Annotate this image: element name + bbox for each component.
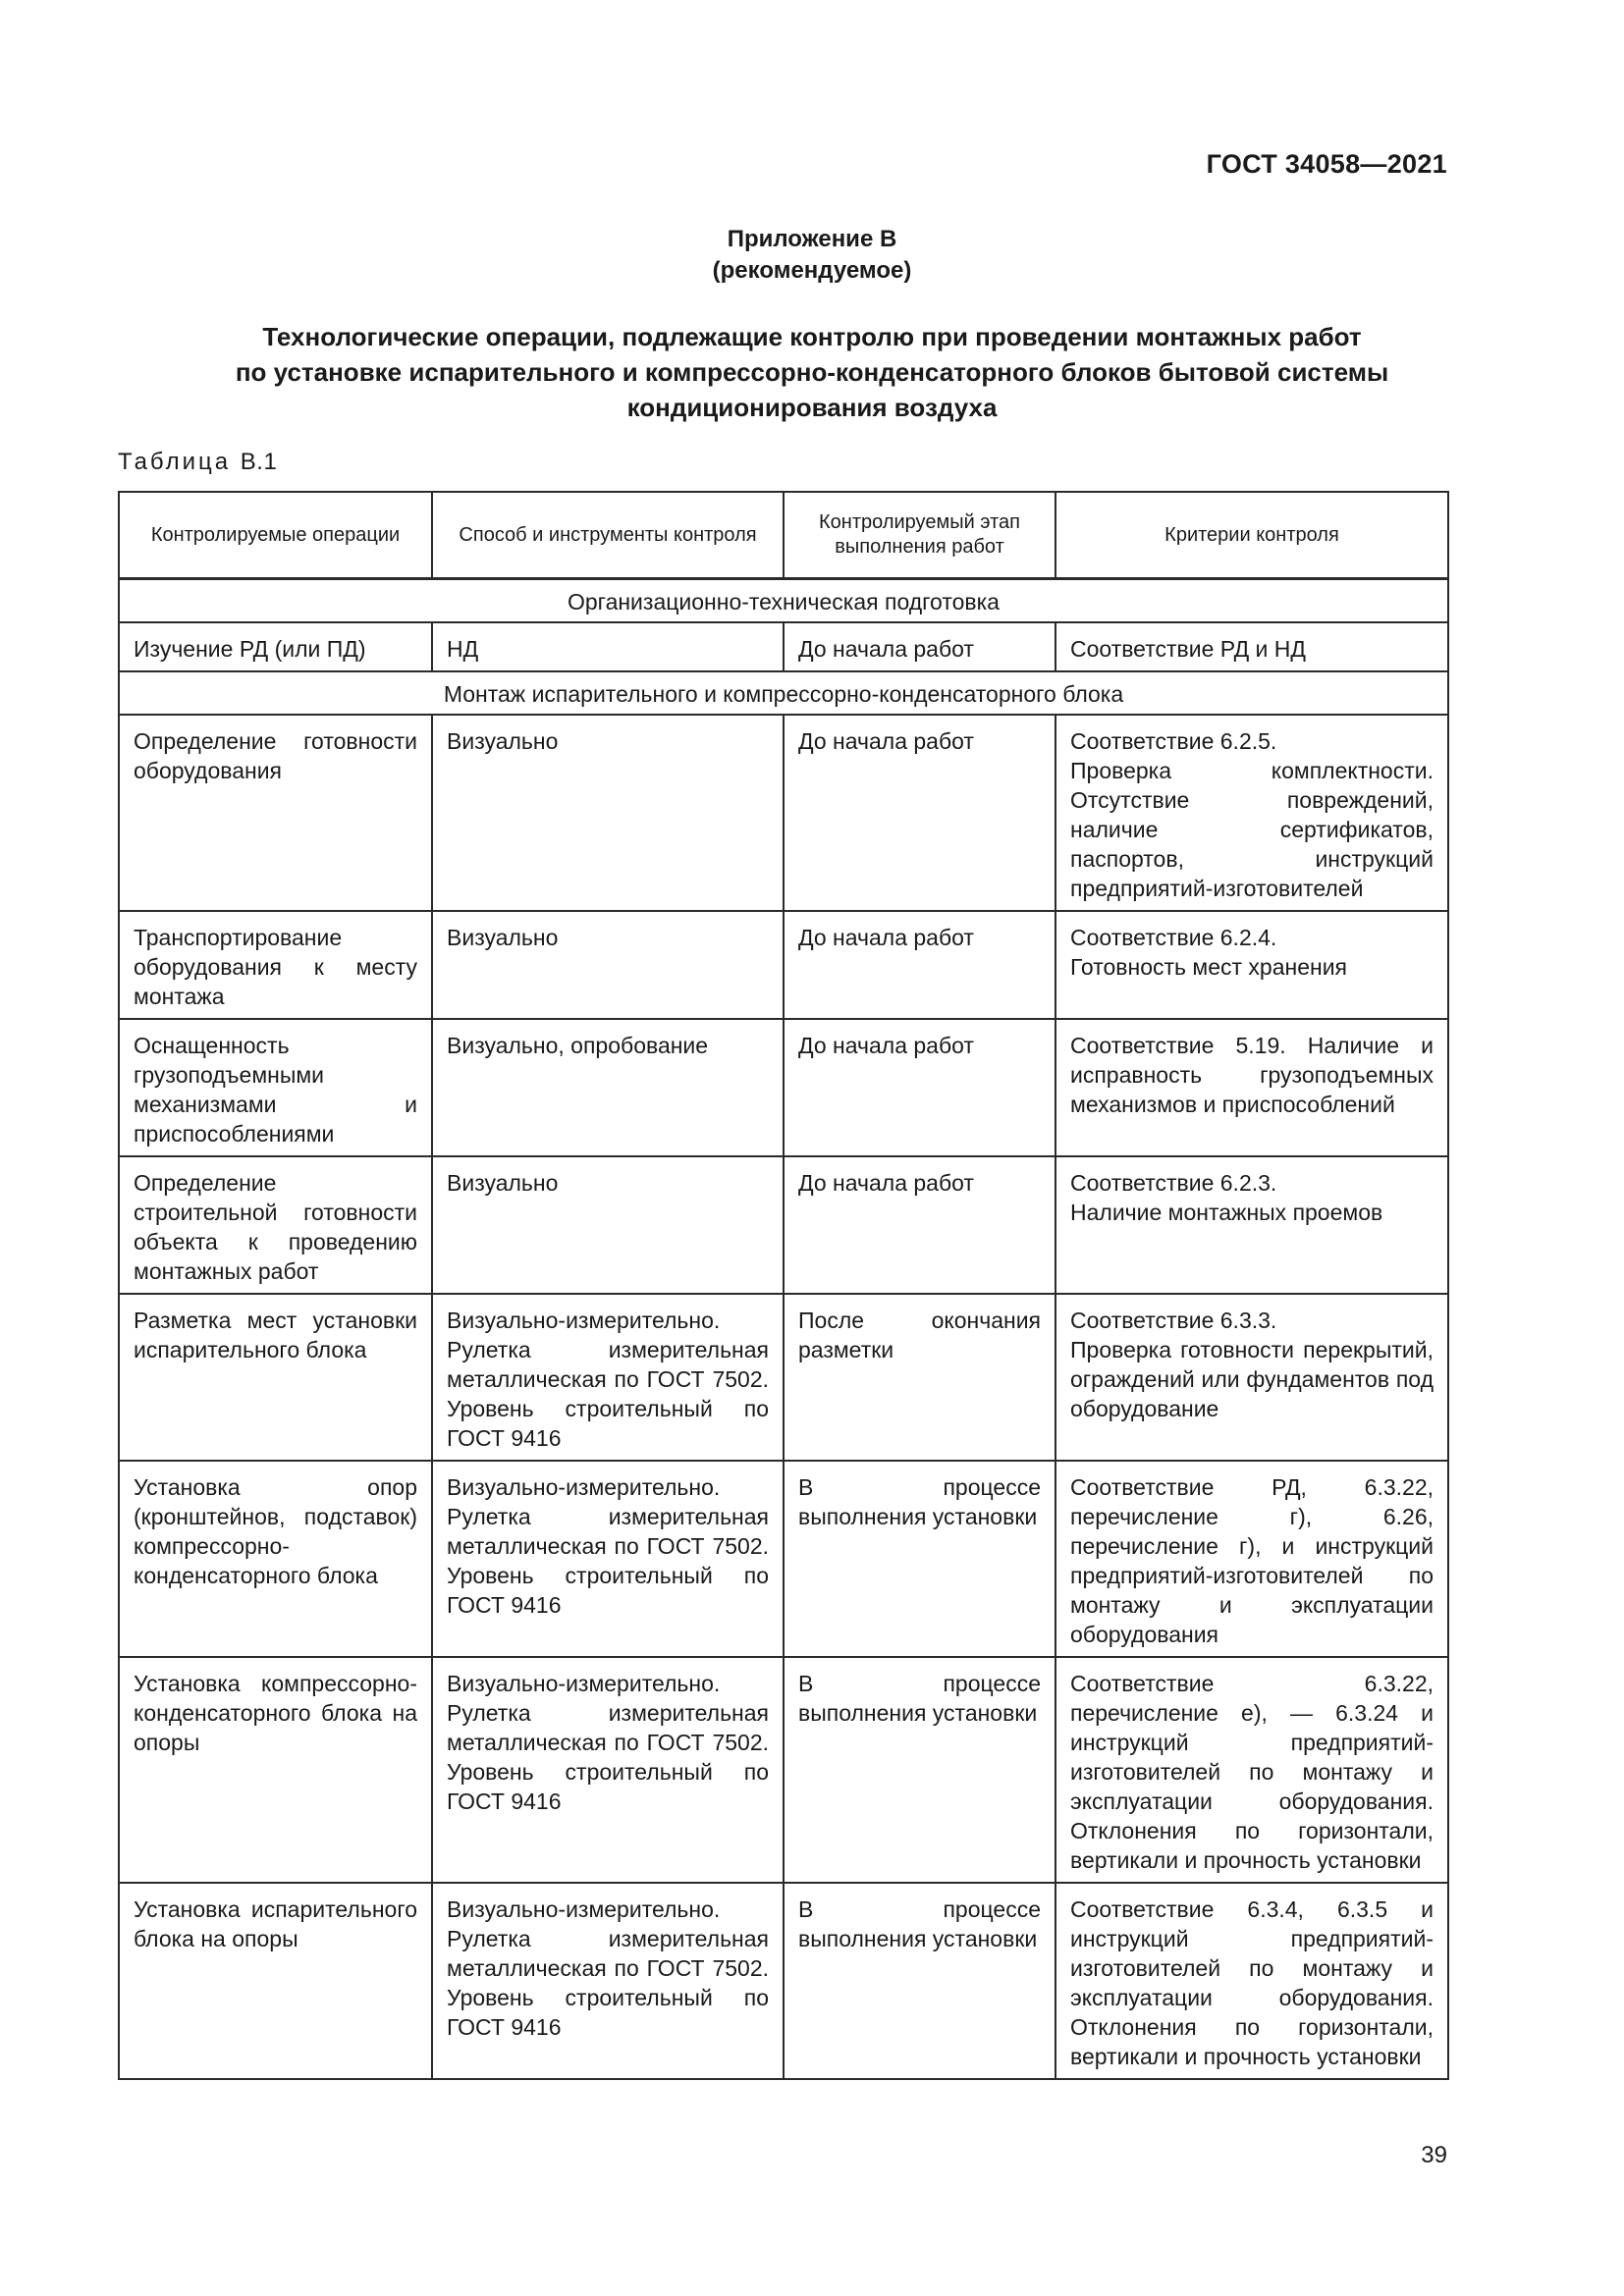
cell-stage: До начала работ <box>784 715 1056 911</box>
criteria-line: Соответствие РД, 6.3.22, перечисление г), 6.26, перечисление г), и инструкций предприятий-изготовителей по монтажу и эксплуатации оборудования <box>1070 1474 1434 1647</box>
cell-method: Визуально-измерительно. Рулетка измерительная металлическая по ГОСТ 7502. Уровень строительный по ГОСТ 9416 <box>432 1461 784 1657</box>
criteria-line: Соответствие 6.2.3. <box>1070 1170 1277 1196</box>
section-row <box>119 671 1448 715</box>
cell-stage: До начала работ <box>784 911 1056 1019</box>
cell-stage: До начала работ <box>784 1019 1056 1156</box>
cell-operation: Определение готовности оборудования <box>119 715 432 911</box>
criteria-line: Проверка комплектности. Отсутствие повреждений, наличие сертификатов, паспортов, инструкций предприятий-изготовителей <box>1070 758 1434 901</box>
table-caption-number: В.1 <box>240 449 278 475</box>
cell-operation: Установка компрессорно-конденсаторного блока на опоры <box>119 1657 432 1883</box>
cell-method: Визуально <box>432 911 784 1019</box>
table-body <box>119 579 1448 2080</box>
criteria-line: Соответствие 6.3.4, 6.3.5 и инструкций предприятий-изготовителей по монтажу и эксплуатации оборудования. Отклонения по горизонтали, вертикали и прочность установки <box>1070 1896 1434 2069</box>
cell-stage: В процессе выполнения установки <box>784 1657 1056 1883</box>
table-row <box>119 622 1448 671</box>
cell-criteria <box>1056 1156 1448 1294</box>
table-row <box>119 1461 1448 1657</box>
criteria-line: Соответствие РД и НД <box>1070 636 1306 662</box>
table-row <box>119 1657 1448 1883</box>
table-row <box>119 1294 1448 1461</box>
cell-operation: Изучение РД (или ПД) <box>119 622 432 671</box>
operations-table <box>118 491 1449 2080</box>
criteria-line: Соответствие 6.3.3. <box>1070 1308 1277 1333</box>
criteria-line: Соответствие 6.2.5. <box>1070 728 1277 754</box>
cell-criteria <box>1056 1019 1448 1156</box>
section-row <box>119 579 1448 623</box>
criteria-line: Соответствие 6.3.22, перечисление е), — 6.3.24 и инструкций предприятий-изготовителей по монтажу и эксплуатации оборудования. Отклонения по горизонтали, вертикали и прочность установки <box>1070 1671 1434 1873</box>
table-caption-word: Таблица <box>118 449 232 475</box>
table-row <box>119 715 1448 911</box>
cell-operation: Установка опор (кронштейнов, подставок) компрессорно-конденсаторного блока <box>119 1461 432 1657</box>
appendix-title: Приложение В <box>727 226 897 252</box>
table-caption <box>118 449 277 476</box>
cell-method: Визуально-измерительно. Рулетка измерительная металлическая по ГОСТ 7502. Уровень строительный по ГОСТ 9416 <box>432 1883 784 2079</box>
section-title: Организационно-техническая подготовка <box>119 579 1448 623</box>
document-code: ГОСТ 34058—2021 <box>1206 149 1447 179</box>
cell-stage: До начала работ <box>784 1156 1056 1294</box>
column-header-method: Способ и инструменты контроля <box>432 492 784 579</box>
main-title-line: Технологические операции, подлежащие контролю при проведении монтажных работ <box>262 322 1362 351</box>
cell-criteria <box>1056 715 1448 911</box>
cell-criteria <box>1056 911 1448 1019</box>
cell-criteria <box>1056 1461 1448 1657</box>
main-title <box>118 319 1506 425</box>
table-row <box>119 911 1448 1019</box>
criteria-line: Соответствие 5.19. Наличие и исправность грузоподъемных механизмов и приспособлений <box>1070 1033 1434 1117</box>
cell-stage: В процессе выполнения установки <box>784 1461 1056 1657</box>
cell-criteria <box>1056 1294 1448 1461</box>
cell-method: Визуально <box>432 715 784 911</box>
cell-criteria <box>1056 1883 1448 2079</box>
criteria-line: Соответствие 6.2.4. <box>1070 925 1277 950</box>
table-row <box>119 1156 1448 1294</box>
criteria-line: Проверка готовности перекрытий, ограждений или фундаментов под оборудование <box>1070 1337 1434 1421</box>
cell-operation: Разметка мест установки испарительного блока <box>119 1294 432 1461</box>
cell-method: Визуально, опробование <box>432 1019 784 1156</box>
cell-method: Визуально-измерительно. Рулетка измерительная металлическая по ГОСТ 7502. Уровень строительный по ГОСТ 9416 <box>432 1294 784 1461</box>
criteria-line: Готовность мест хранения <box>1070 954 1347 980</box>
table-row <box>119 1019 1448 1156</box>
cell-stage: После окончания разметки <box>784 1294 1056 1461</box>
cell-operation: Оснащенность грузоподъемными механизмами и приспособлениями <box>119 1019 432 1156</box>
main-title-line: кондиционирования воздуха <box>626 393 998 422</box>
main-title-line: по установке испарительного и компрессорно-конденсаторного блоков бытовой системы <box>235 357 1389 387</box>
cell-criteria <box>1056 622 1448 671</box>
cell-operation: Установка испарительного блока на опоры <box>119 1883 432 2079</box>
cell-method: НД <box>432 622 784 671</box>
cell-method: Визуально-измерительно. Рулетка измерительная металлическая по ГОСТ 7502. Уровень строительный по ГОСТ 9416 <box>432 1657 784 1883</box>
cell-method: Визуально <box>432 1156 784 1294</box>
table-row <box>119 1883 1448 2079</box>
cell-operation: Транспортирование оборудования к месту монтажа <box>119 911 432 1019</box>
page-number: 39 <box>1421 2142 1447 2168</box>
section-title: Монтаж испарительного и компрессорно-конденсаторного блока <box>119 671 1448 715</box>
cell-stage: До начала работ <box>784 622 1056 671</box>
cell-operation: Определение строительной готовности объекта к проведению монтажных работ <box>119 1156 432 1294</box>
column-header-criteria: Критерии контроля <box>1056 492 1448 579</box>
table-header-row <box>119 492 1448 579</box>
appendix-status: (рекомендуемое) <box>712 257 912 284</box>
cell-stage: В процессе выполнения установки <box>784 1883 1056 2079</box>
criteria-line: Наличие монтажных проемов <box>1070 1200 1383 1225</box>
column-header-operations: Контролируемые операции <box>119 492 432 579</box>
column-header-stage: Контролируемый этап выполнения работ <box>784 492 1056 579</box>
appendix-heading <box>0 224 1624 287</box>
cell-criteria <box>1056 1657 1448 1883</box>
